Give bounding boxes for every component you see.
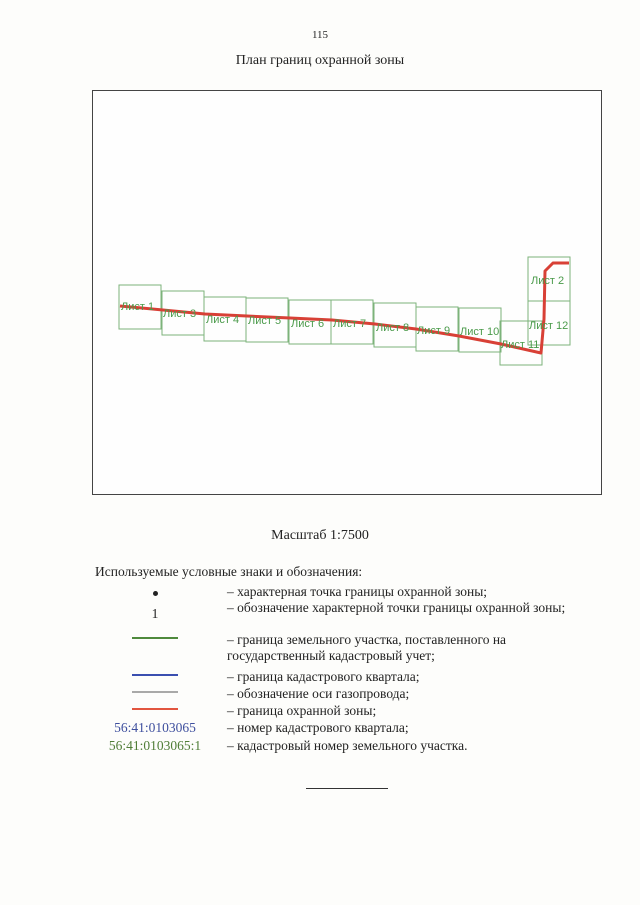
- legend-symbol: [95, 584, 215, 600]
- dot-icon: [153, 591, 158, 596]
- scale-label: Масштаб 1:7500: [271, 528, 369, 543]
- blue-line-icon: [132, 673, 178, 677]
- legend-symbol-text: 56:41:0103065:1: [108, 738, 202, 753]
- legend-text: – обозначение оси газопровода;: [227, 686, 410, 701]
- legend-text: – обозначение характерной точки границы охранной зоны;: [227, 600, 566, 615]
- red-line-icon: [132, 707, 178, 711]
- legend-text: – граница земельного участка, поставленного на государственный кадастровый учет;: [227, 632, 507, 663]
- page-number: 115: [311, 29, 329, 41]
- legend-symbol-text: 1: [151, 606, 159, 621]
- legend-symbol: [95, 673, 215, 677]
- map-sheet-label: Лист 7: [333, 318, 367, 330]
- map-sheet-label: Лист 1: [121, 301, 155, 313]
- footer-rule: [306, 788, 388, 789]
- map-sheet-label: Лист 8: [376, 322, 410, 334]
- legend-text: – характерная точка границы охранной зоны;: [227, 584, 488, 599]
- legend-text: – номер кадастрового квартала;: [227, 720, 409, 735]
- map-sheet-label: Лист 4: [206, 314, 240, 326]
- map-sheet-label: Лист 6: [291, 318, 325, 330]
- map-frame: [92, 90, 602, 495]
- map-sheet-label: Лист 2: [531, 275, 565, 287]
- protection-zone-map: [93, 91, 601, 494]
- gray-line-icon: [132, 690, 178, 694]
- green-line-icon: [132, 636, 178, 640]
- map-sheet-label: Лист 10: [460, 326, 500, 338]
- legend-title: Используемые условные знаки и обозначения:: [95, 564, 363, 579]
- legend-text: – граница кадастрового квартала;: [227, 669, 420, 684]
- map-sheet-label: Лист 9: [417, 325, 451, 337]
- map-sheet-label: Лист 11: [501, 339, 540, 351]
- legend-symbol-text: 56:41:0103065: [114, 720, 196, 735]
- legend-symbol: [95, 707, 215, 711]
- map-sheet-label: Лист 5: [248, 315, 282, 327]
- legend-symbol: [95, 636, 215, 640]
- map-sheet-label: Лист 12: [529, 320, 569, 332]
- legend-symbol: [95, 690, 215, 694]
- page-title: План границ охранной зоны: [235, 53, 405, 68]
- legend-text: – граница охранной зоны;: [227, 703, 377, 718]
- map-sheet-label: Лист 3: [163, 308, 197, 320]
- legend-text: – кадастровый номер земельного участка.: [227, 738, 468, 753]
